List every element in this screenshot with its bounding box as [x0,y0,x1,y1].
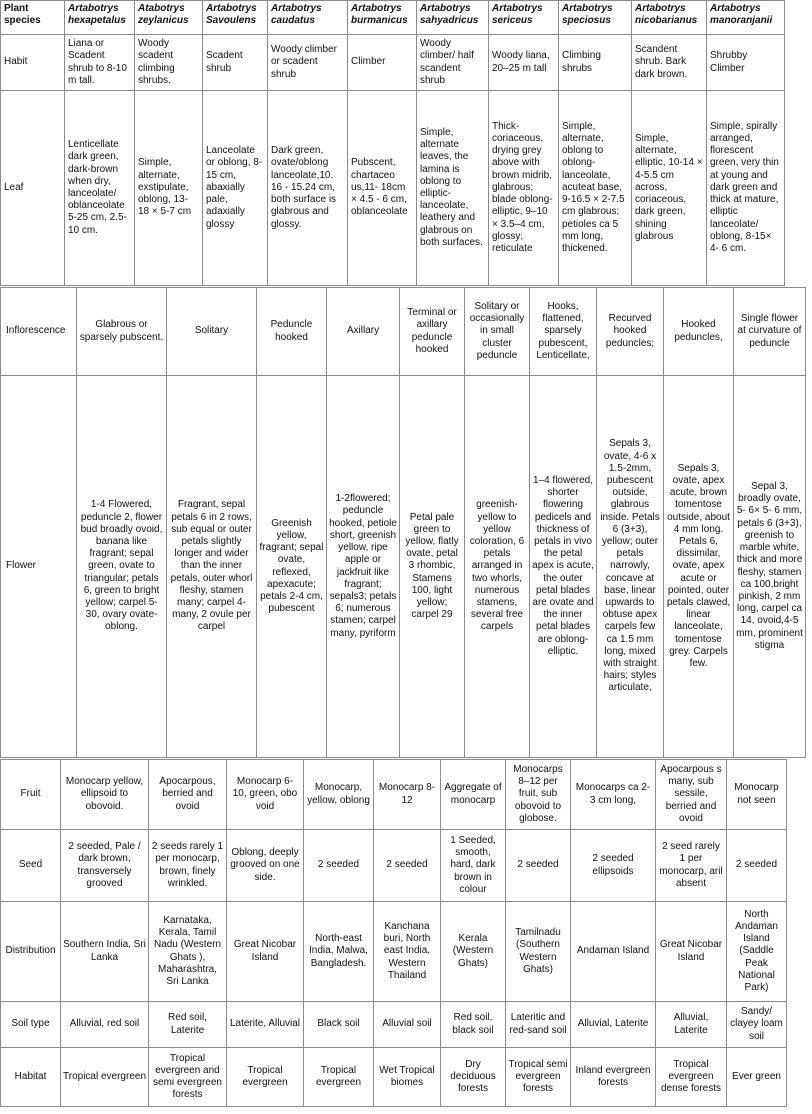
table-cell: Liana or Scadent shrub to 8-10 m tall. [65,35,135,91]
table-cell: Sandy/ clayey loam soil [727,1002,787,1048]
table-cell: Kerala (Western Ghats) [441,902,506,1002]
table-cell: Tamilnadu (Southern Western Ghats) [506,902,571,1002]
flower-row [1,376,806,758]
species-table-bottom [0,759,787,1107]
table-cell: Simple, alternate, oblong to oblong-lanceolate, acuteat base, 9-16.5 × 2-7.5 cm glabrous; petioles ca 5 mm long, thickened. [559,91,632,286]
table-cell: 2 seeded ellipsoids [571,830,656,902]
table-cell: Kanchana buri, North east India, Western Thailand [374,902,441,1002]
species-header: Artabotrys sahyadricus [417,1,489,35]
row-label: Leaf [1,91,65,286]
distribution-row [1,902,787,1002]
header-row [1,1,785,35]
table-cell: Tropical evergreen [61,1048,149,1107]
soil-type-row [1,1002,787,1048]
table-cell: Apocarpous, berried and ovoid [149,760,227,830]
row-label: Flower [1,376,77,758]
table-cell: Scandent shrub. Bark dark brown. [632,35,707,91]
table-cell: 1-4 Flowered, peduncle 2, flower bud broadly ovoid, banana like fragrant; sepal green, ovate to triangular; petals 6, green to bright yellow; carpel 5-30, ovary ovate-oblong. [77,376,167,758]
table-cell: Tropical evergreen and semi evergreen forests [149,1048,227,1107]
table-cell: Woody scadent climbing shrubs. [135,35,203,91]
table-cell: Scadent shrub [203,35,268,91]
table-cell: Greenish yellow, fragrant; sepal ovate, reflexed, apexacute; petals 2-4 cm, pubescent [257,376,327,758]
row-label: Inflorescence [1,288,77,376]
species-header: Artabotrys sericeus [489,1,559,35]
table-cell: Pubscent, chartaceo us,11- 18cm × 4.5 - 6 cm, oblanceolate [348,91,417,286]
table-cell: Peduncle hooked [257,288,327,376]
table-cell: greenish-yellow to yellow coloration, 6 petals arranged in two whorls, numerous stamens, several free carpels [465,376,530,758]
table-cell: Glabrous or sparsely pubscent. [77,288,167,376]
table-cell: Andaman Island [571,902,656,1002]
table-cell: Dry deciduous forests [441,1048,506,1107]
table-cell: Great Nicobar Island [227,902,304,1002]
table-cell: Black soil [304,1002,374,1048]
species-header: Artabotrys nicobarianus [632,1,707,35]
row-label: Fruit [1,760,61,830]
inflorescence-row [1,288,806,376]
species-header: Artabotrys speciosus [559,1,632,35]
habit-row [1,35,785,91]
table-cell: Thick-coriaceous, drying grey above with brown midrib, glabrous; blade oblong-elliptic, 9–10 × 3.5–4 cm, glossy; reticulate [489,91,559,286]
table-cell: Tropical evergreen dense forests [656,1048,727,1107]
table-cell: Alluvial soil [374,1002,441,1048]
species-table-top [0,0,785,286]
table-cell: Tropical semi evergreen forests [506,1048,571,1107]
table-cell: Tropical evergreen [304,1048,374,1107]
table-cell: Sepals 3, ovate, apex acute, brown tomentose outside, about 4 mm long. Petals 6, dissimilar, ovate, apex acute or pointed, outer petals clawed, linear lanceolate, tomentose grey. Carpels few. [664,376,734,758]
table-cell: Apocarpous s many, sub sessile, berried and ovoid [656,760,727,830]
table-cell: Solitary or occasionally in small cluster peduncle [465,288,530,376]
table-cell: Monocarp 8-12 [374,760,441,830]
species-table-middle [0,287,806,758]
species-header: Artabotrys hexapetalus [65,1,135,35]
table-cell: 2 seed rarely 1 per monocarp, aril absent [656,830,727,902]
table-cell: Karnataka, Kerala, Tamil Nadu (Western Ghats ), Maharashtra, Sri Lanka [149,902,227,1002]
table-cell: Monocarp yellow, ellipsoid to obovoid. [61,760,149,830]
table-cell: 2 seeds rarely 1 per monocarp, brown, finely wrinkled. [149,830,227,902]
table-cell: North-east India, Malwa, Bangladesh. [304,902,374,1002]
table-cell: Monocarps ca 2-3 cm long, [571,760,656,830]
table-cell: Inland evergreen forests [571,1048,656,1107]
table-cell: Shrubby Climber [707,35,785,91]
species-header: Artabotrys caudatus [268,1,348,35]
seed-row [1,830,787,902]
species-header: Artabotrys Savoulens [203,1,268,35]
species-header: Atabotrys zeylanicus [135,1,203,35]
table-cell: 2 seeded [374,830,441,902]
table-cell: 2 seeded [506,830,571,902]
table-cell: Red soil, black soil [441,1002,506,1048]
table-cell: Simple, alternate, exstipulate, oblong, 13-18 × 5-7 cm [135,91,203,286]
row-label: Habitat [1,1048,61,1107]
table-cell: 2 seeded [727,830,787,902]
table-cell: Woody liana, 20–25 m tall [489,35,559,91]
table-cell: Simple, spirally arranged, florescent green, very thin at young and dark green and thick at mature, elliptic lanceolate/ oblong, 8-15× 4- 6 cm. [707,91,785,286]
table-cell: Hooks, flattened, sparsely pubescent, Lenticellate, [530,288,597,376]
table-cell: Woody climber/ half scandent shrub [417,35,489,91]
row-label: Soil type [1,1002,61,1048]
table-cell: Laterite, Alluvial [227,1002,304,1048]
table-cell: Dark green, ovate/oblong lanceolate,10. 16 - 15.24 cm, both surface is glabrous and glossy. [268,91,348,286]
table-cell: Fragrant, sepal petals 6 in 2 rows, sub equal or outer petals slightly longer and wider than the inner petals, outer whorl fleshy, stamen many; carpel 4- many, 2 ovule per carpel [167,376,257,758]
table-cell: Aggregate of monocarp [441,760,506,830]
table-cell: Red soil, Laterite [149,1002,227,1048]
table-cell: 1–4 flowered, shorter flowering pedicels and thickness of petals in vivo the petal apex is acute, the outer petal blades are ovate and the inner petal blades are oblong-elliptic. [530,376,597,758]
habitat-row [1,1048,787,1107]
plant-species-header: Plant species [1,1,65,35]
table-cell: Monocarp 6- 10, green, obo void [227,760,304,830]
table-cell: Alluvial, Laterite [656,1002,727,1048]
species-header: Artabotrys burmanicus [348,1,417,35]
row-label: Distribution [1,902,61,1002]
table-cell: North Andaman Island (Saddle Peak National Park) [727,902,787,1002]
table-cell: Monocarp, yellow, oblong [304,760,374,830]
table-cell: Climbing shrubs [559,35,632,91]
table-cell: 2 seeded, Pale / dark brown, transversely grooved [61,830,149,902]
table-cell: Woody climber or scadent shrub [268,35,348,91]
table-cell: Recurved hooked peduncles; [597,288,664,376]
table-cell: Lateritic and red-sand soil [506,1002,571,1048]
table-cell: Simple, alternate, elliptic, 10-14 × 4-5.5 cm across, coriaceous, dark green, shining glabrous [632,91,707,286]
table-cell: Great Nicobar Island [656,902,727,1002]
table-cell: Lenticellate dark green, dark-brown when dry, lanceolate/ oblanceolate 5-25 cm, 2.5-10 cm. [65,91,135,286]
table-cell: Monocarps 8–12 per fruit, sub obovoid to globose. [506,760,571,830]
table-cell: Simple, alternate leaves, the lamina is oblong to elliptic-lanceolate, leathery and glabrous on both surfaces. [417,91,489,286]
row-label: Habit [1,35,65,91]
fruit-row [1,760,787,830]
table-cell: Lanceolate or oblong, 8- 15 cm, abaxially pale, adaxially glossy [203,91,268,286]
species-header: Artabotrys manoranjanii [707,1,785,35]
table-cell: Alluvial, Laterite [571,1002,656,1048]
table-cell: 1 Seeded, smooth, hard, dark brown in colour [441,830,506,902]
table-cell: Solitary [167,288,257,376]
table-cell: Petal pale green to yellow, flatly ovate, petal 3 rhombic, Stamens 100, light yellow; carpel 29 [400,376,465,758]
table-cell: 2 seeded [304,830,374,902]
table-cell: Hooked peduncles, [664,288,734,376]
table-cell: Oblong, deeply grooved on one side. [227,830,304,902]
table-cell: Terminal or axillary peduncle hooked [400,288,465,376]
table-cell: Sepals 3, ovate, 4-6 x 1.5-2mm, pubescent outside, glabrous inside. Petals 6 (3+3), yellow; outer petals narrowly, concave at base, linear upwards to obtuse apex carpels few ca 1.5 mm long, mixed with straight hairs; styles articulate, [597,376,664,758]
table-cell: Sepal 3, broadly ovate, 5- 6× 5- 6 mm, petals 6 (3+3), greenish to marble white, thick and more fleshy, stamen ca 100,bright pinkish, 2 mm long, carpel ca 14, ovoid,4-5 mm, prominent stigma [734,376,806,758]
leaf-row [1,91,785,286]
table-cell: Climber [348,35,417,91]
table-cell: Ever green [727,1048,787,1107]
row-label: Seed [1,830,61,902]
table-cell: Tropical evergreen [227,1048,304,1107]
table-cell: Wet Tropical biomes [374,1048,441,1107]
table-cell: Southern India, Sri Lanka [61,902,149,1002]
table-cell: Monocarp not seen [727,760,787,830]
table-cell: Single flower at curvature of peduncle [734,288,806,376]
table-cell: Axillary [327,288,400,376]
table-cell: 1-2flowered; peduncle hooked, petiole short, greenish yellow, ripe apple or jackfruit like fragrant; sepals3; petals 6; numerous stamen; carpel many, pyriform [327,376,400,758]
table-cell: Alluvial, red soil [61,1002,149,1048]
